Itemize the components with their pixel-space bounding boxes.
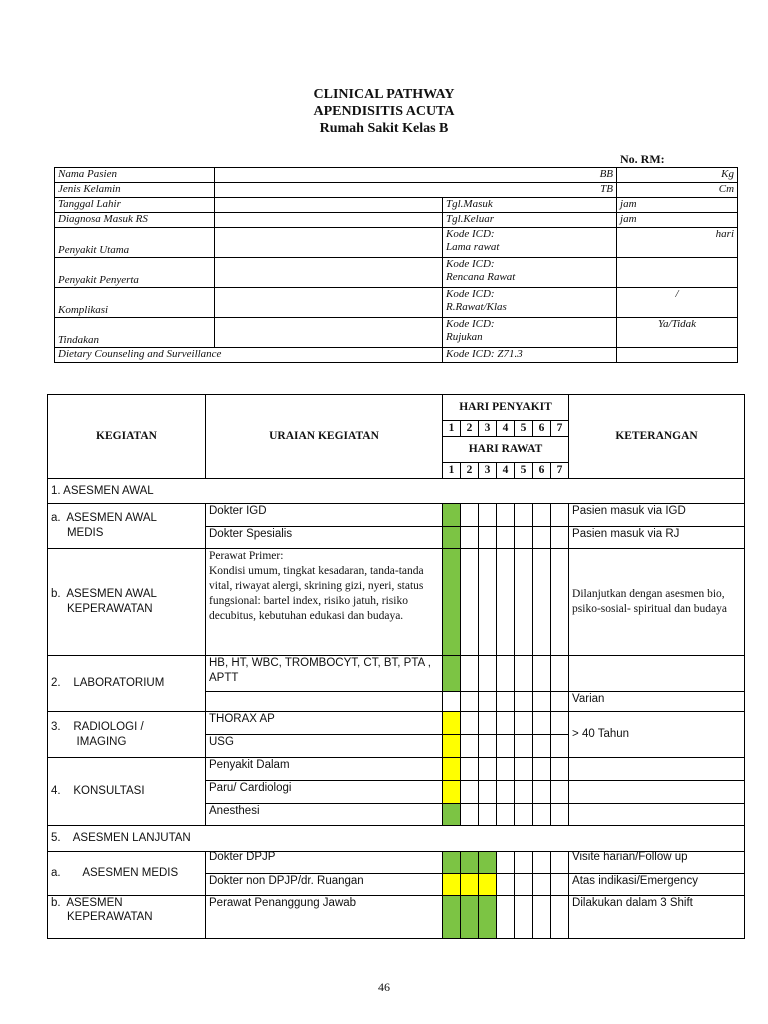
hp-day-1: 1	[443, 421, 461, 437]
kegiatan-header: KEGIATAN	[48, 395, 206, 479]
cell-day-1	[443, 527, 461, 549]
kode-icd-1: Kode ICD:	[446, 228, 495, 240]
jenis-kelamin-label: Jenis Kelamin	[55, 183, 215, 198]
ket-indikasi: Atas indikasi/Emergency	[569, 874, 745, 896]
ya-tidak-label: Ya/Tidak	[617, 318, 738, 348]
uraian-penyakit-dalam: Penyakit Dalam	[206, 758, 443, 781]
uraian-dokter-dpjp: Dokter DPJP	[206, 852, 443, 874]
radiologi-label: 3. RADIOLOGI / IMAGING	[48, 712, 206, 758]
title-line3: Rumah Sakit Kelas B	[319, 121, 449, 136]
cell-day-1	[443, 852, 461, 874]
ket-igd: Pasien masuk via IGD	[569, 504, 745, 527]
uraian-dokter-non-dpjp: Dokter non DPJP/dr. Ruangan	[206, 874, 443, 896]
hari-label: hari	[617, 228, 738, 258]
uraian-dokter-spesialis: Dokter Spesialis	[206, 527, 443, 549]
ket-visite: Visite harian/Follow up	[569, 852, 745, 874]
title-line2: APENDISITIS ACUTA	[313, 104, 455, 119]
lama-rawat-label: Lama rawat	[446, 241, 500, 253]
no-rm-label: No. RM:	[620, 152, 665, 166]
hp-day-6: 6	[533, 421, 551, 437]
uraian-perawat-pj: Perawat Penanggung Jawab	[206, 896, 443, 939]
rujukan-label: Rujukan	[446, 331, 483, 343]
cell-day-2	[461, 896, 479, 939]
cell-day-1	[443, 656, 461, 692]
section-asesmen-lanjutan: 5. ASESMEN LANJUTAN	[48, 826, 745, 852]
hr-day-1: 1	[443, 463, 461, 479]
ket-40-tahun: > 40 Tahun	[569, 712, 745, 758]
nama-pasien-label: Nama Pasien	[55, 168, 215, 183]
hr-day-2: 2	[461, 463, 479, 479]
kode-icd-2: Kode ICD:	[446, 258, 495, 270]
cell-day-1	[443, 758, 461, 781]
page-number: 46	[378, 980, 390, 994]
hr-day-5: 5	[515, 463, 533, 479]
keterangan-header: KETERANGAN	[569, 395, 745, 479]
asesmen-awal-medis-label: a. ASESMEN AWAL MEDIS	[48, 504, 206, 549]
ket-asesmen: Dilanjutkan dengan asesmen bio, psiko-sosial- spiritual dan budaya	[569, 549, 745, 656]
hp-day-2: 2	[461, 421, 479, 437]
cell-day-2	[461, 874, 479, 896]
title-line1: CLINICAL PATHWAY	[313, 87, 455, 102]
tgl-keluar-label: Tgl.Keluar	[443, 213, 617, 228]
diagnosa-label: Diagnosa Masuk RS	[55, 213, 215, 228]
hari-rawat-header: HARI RAWAT	[443, 437, 569, 463]
hr-day-4: 4	[497, 463, 515, 479]
bb-label: BB	[215, 168, 617, 183]
hr-day-6: 6	[533, 463, 551, 479]
cell-day-1	[443, 504, 461, 527]
ket-varian: Varian	[569, 692, 745, 712]
kode-icd-3: Kode ICD:	[446, 288, 495, 300]
uraian-paru: Paru/ Cardiologi	[206, 781, 443, 804]
cell-day-2	[461, 852, 479, 874]
ket-rj: Pasien masuk via RJ	[569, 527, 745, 549]
hp-day-7: 7	[551, 421, 569, 437]
cell-day-1	[443, 804, 461, 826]
hp-day-5: 5	[515, 421, 533, 437]
patient-info-table	[54, 167, 738, 363]
komplikasi-label: Komplikasi	[55, 288, 215, 318]
cell-day-1	[443, 735, 461, 758]
cell-day-3	[479, 896, 497, 939]
cell-day-3	[479, 852, 497, 874]
dietary-label: Dietary Counseling and Surveillance	[55, 348, 443, 363]
uraian-lab: HB, HT, WBC, TROMBOCYT, CT, BT, PTA , APTT	[206, 656, 443, 692]
uraian-dokter-igd: Dokter IGD	[206, 504, 443, 527]
penyakit-utama-label: Penyakit Utama	[55, 228, 215, 258]
penyakit-penyerta-label: Penyakit Penyerta	[55, 258, 215, 288]
jam-masuk-label: jam	[617, 198, 738, 213]
cell-day-1	[443, 896, 461, 939]
tgl-masuk-label: Tgl.Masuk	[443, 198, 617, 213]
asesmen-awal-keperawatan-label: b. ASESMEN AWAL KEPERAWATAN	[48, 549, 206, 656]
rencana-rawat-label: Rencana Rawat	[446, 271, 516, 283]
hp-day-4: 4	[497, 421, 515, 437]
kode-icd-5: Kode ICD: Z71.3	[443, 348, 617, 363]
hr-day-7: 7	[551, 463, 569, 479]
r-rawat-label: R.Rawat/Klas	[446, 301, 507, 313]
pathway-table	[47, 394, 745, 939]
hr-day-3: 3	[479, 463, 497, 479]
uraian-header: URAIAN KEGIATAN	[206, 395, 443, 479]
cell-day-3	[479, 874, 497, 896]
konsultasi-label: 4. KONSULTASI	[48, 758, 206, 826]
cell-day-1	[443, 874, 461, 896]
tanggal-lahir-label: Tanggal Lahir	[55, 198, 215, 213]
hari-penyakit-header: HARI PENYAKIT	[443, 395, 569, 421]
hp-day-3: 3	[479, 421, 497, 437]
asesmen-medis-label: a. ASESMEN MEDIS	[48, 852, 206, 896]
ket-shift: Dilakukan dalam 3 Shift	[569, 896, 745, 939]
asesmen-keperawatan-label: b. ASESMEN KEPERAWATAN	[48, 896, 206, 939]
jam-keluar-label: jam	[617, 213, 738, 228]
tindakan-label: Tindakan	[55, 318, 215, 348]
kg-label: Kg	[617, 168, 738, 183]
tb-label: TB	[215, 183, 617, 198]
uraian-perawat-primer: Perawat Primer: Kondisi umum, tingkat kesadaran, tanda-tanda vital, riwayat alergi, skrining gizi, nyeri, status fungsional: bartel index, risiko jatuh, risiko decubitus, kebutuhan edukasi dan budaya.	[206, 549, 443, 656]
section-asesmen-awal: 1. ASESMEN AWAL	[48, 479, 745, 504]
uraian-thorax: THORAX AP	[206, 712, 443, 735]
kode-icd-4: Kode ICD:	[446, 318, 495, 330]
cell-day-1	[443, 712, 461, 735]
cell-day-1	[443, 781, 461, 804]
klas-slash: /	[617, 288, 738, 318]
laboratorium-label: 2. LABORATORIUM	[48, 656, 206, 712]
cm-label: Cm	[617, 183, 738, 198]
uraian-usg: USG	[206, 735, 443, 758]
cell-day-1	[443, 549, 461, 656]
uraian-anesthesi: Anesthesi	[206, 804, 443, 826]
